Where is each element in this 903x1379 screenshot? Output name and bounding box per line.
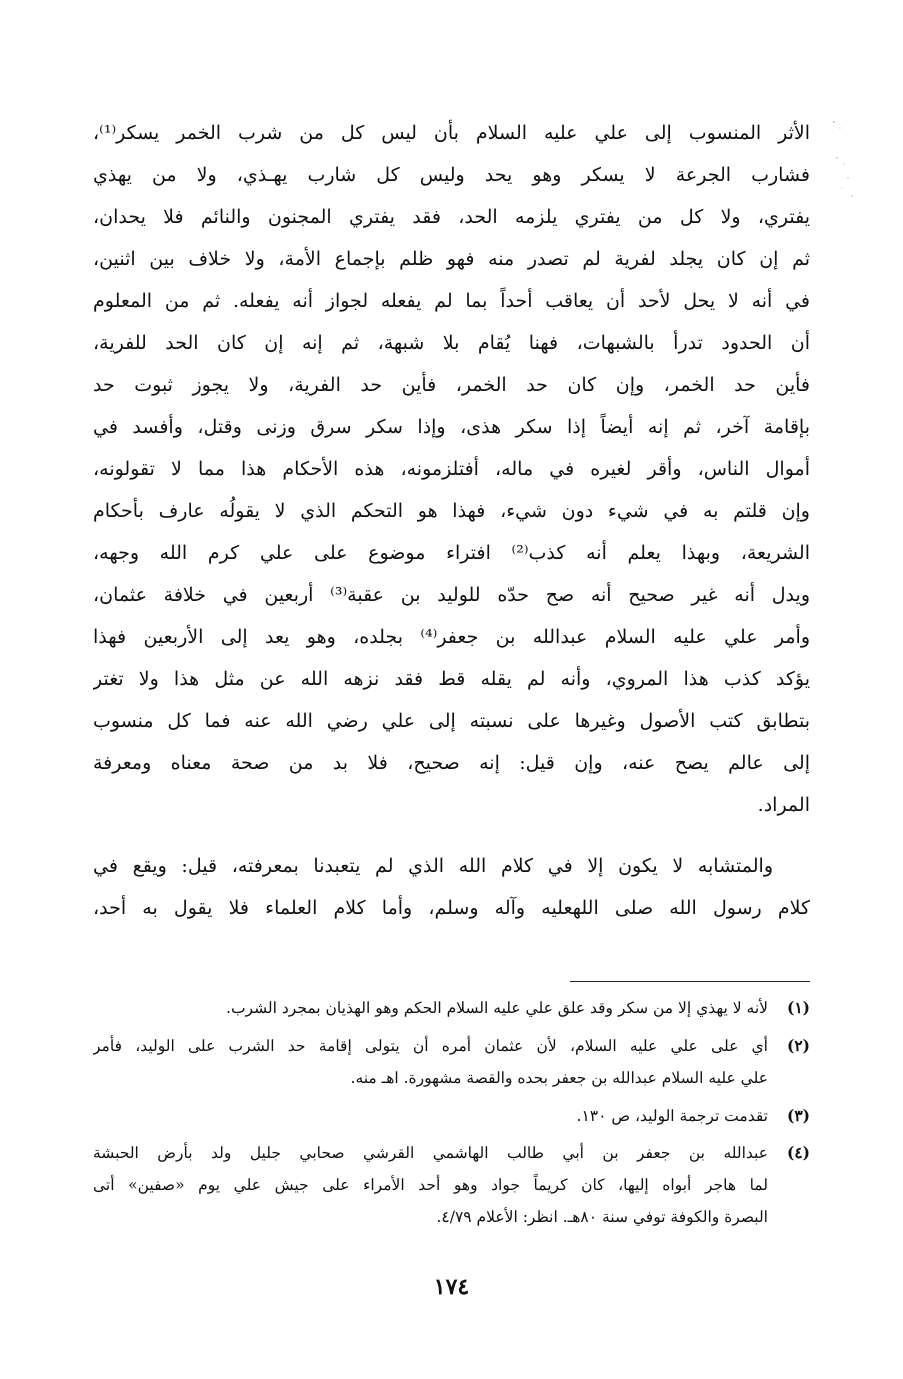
footnote-line: البصرة والكوفة توفي سنة ٨٠هـ. انظر: الأعلام ٤/٧٩. <box>436 1208 768 1226</box>
footnote-line: لما هاجر أبواه إليها، كان كريماً جواد وهو أحد الأمراء على جيش علي يوم «صفين» أتى <box>93 1176 768 1194</box>
text-line: وأمر علي عليه السلام عبدالله بن جعفر⁽⁴⁾ بجلده، وهو يعد إلى الأربعين فهذا <box>93 626 810 648</box>
footnote-separator <box>570 981 810 982</box>
text-line: فأين حد الخمر، وإن كان حد الخمر، فأين حد الفرية، ولا يجوز ثبوت حد <box>93 374 810 396</box>
text-line: إلى عالم يصح عنه، وإن قيل: إنه صحيح، فلا بد من صحة معناه ومعرفة <box>93 752 810 774</box>
text-line: الشريعة، وبهذا يعلم أنه كذب⁽²⁾ افتراء موضوع على علي كرم الله وجهه، <box>93 542 810 564</box>
text-line: في أنه لا يحل لأحد أن يعاقب أحداً بما لم يفعله لجواز أنه يفعله. ثم من المعلوم <box>93 290 810 312</box>
text-line: ثم إن كان يجلد لفرية لم تصدر منه فهو ظلم بإجماع الأمة، ولا خلاف بين اثنين، <box>93 248 810 270</box>
text-line: فشارب الجرعة لا يسكر وهو يحد وليس كل شارب يهـذي، ولا من يهذي <box>93 164 810 186</box>
text-line: كلام رسول الله صلى اللهعليه وآله وسلم، وأما كلام العلماء فلا يقول به أحد، <box>93 897 810 919</box>
text-line: ويدل أنه غير صحيح أنه صح حدّه للوليد بن عقبة⁽³⁾ أربعين في خلافة عثمان، <box>93 584 810 606</box>
footnote-line: علي عليه السلام عبدالله بن جعفر بحده والقصة مشهورة. اهـ منه. <box>350 1069 768 1087</box>
footnote-line: لأنه لا يهذي إلا من سكر وقد علق علي عليه السلام الحكم وهو الهذيان بمجرد الشرب. <box>226 999 768 1017</box>
text-line: بتطابق كتب الأصول وغيرها على نسبته إلى علي رضي الله عنه فما كل منسوب <box>93 710 810 732</box>
footnote-number: (٣) <box>786 1106 810 1125</box>
footnote-number: (٤) <box>786 1143 810 1162</box>
text-line: يؤكد كذب هذا المروي، وأنه لم يقله قط فقد نزهه الله عن مثل هذا ولا تغتر <box>93 668 810 690</box>
text-line-paragraph-start: والمتشابه لا يكون إلا في كلام الله الذي لم يتعبدنا بمعرفته، قيل: ويقع في <box>93 855 773 877</box>
footnote-line: تقدمت ترجمة الوليد، ص ١٣٠. <box>576 1107 768 1125</box>
text-line: المراد. <box>757 794 810 816</box>
text-line: يفتري، ولا كل من يفتري يلزمه الحد، فقد يفتري المجنون والنائم فلا يحدان، <box>93 206 810 228</box>
footnote-line: عبدالله بن جعفر بن أبي طالب الهاشمي القرشي صحابي جليل ولد بأرض الحبشة <box>93 1144 768 1162</box>
page-number: ١٧٤ <box>433 1274 470 1300</box>
text-line: بإقامة آخر، ثم إنه أيضاً إذا سكر هذى، وإذا سكر سرق وزنى وقتل، وأفسد في <box>93 416 810 438</box>
footnote-number: (٢) <box>786 1036 810 1055</box>
footnote-number: (١) <box>786 998 810 1017</box>
text-line: وإن قلتم به في شيء دون شيء، فهذا هو التحكم الذي لا يقولُه عارف بأحكام <box>93 500 810 522</box>
text-line: الأثر المنسوب إلى علي عليه السلام بأن ليس كل من شرب الخمر يسكر⁽¹⁾، <box>93 122 810 144</box>
footnote-line: أي على علي عليه السلام، لأن عثمان أمره أن يتولى إقامة حد الشرب على الوليد، فأمر <box>93 1037 768 1055</box>
text-line: أموال الناس، وأقر لغيره في ماله، أفتلزمونه، هذه الأحكام هذا مما لا تقولونه، <box>93 458 810 480</box>
scan-speckle-mark <box>828 118 868 208</box>
text-line: أن الحدود تدرأ بالشبهات، فهنا يُقام بلا شبهة، ثم إنه إن كان الحد للفرية، <box>93 332 810 354</box>
